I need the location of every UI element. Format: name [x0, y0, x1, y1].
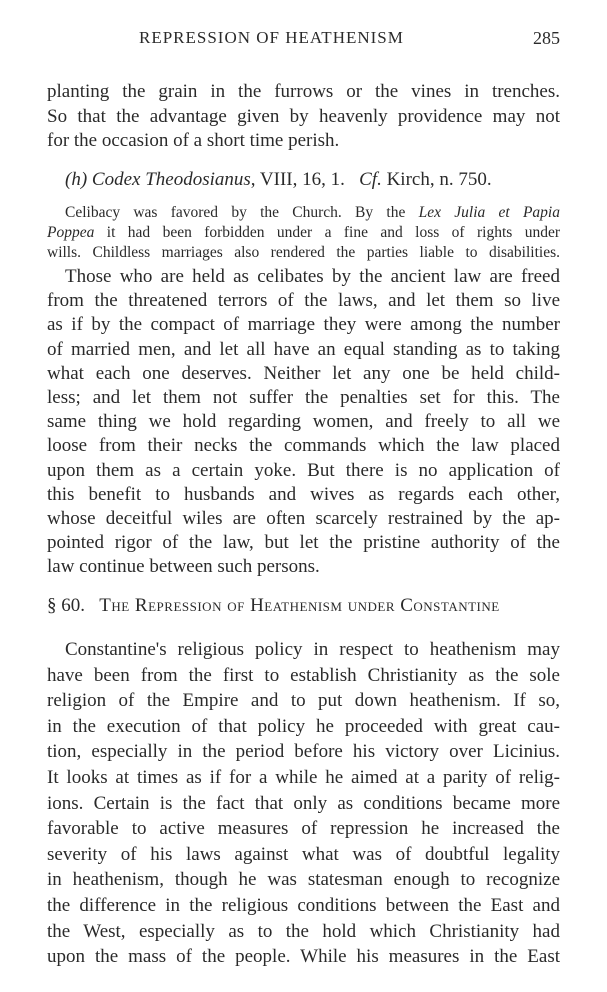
text-line: Those who are held as celibates by the ancient law are freed [65, 266, 560, 287]
text-line: whose deceitful wiles are often scarcely restrained by the ap- [47, 507, 560, 529]
text-line: planting the grain in the furrows or the vines in trenches. [47, 81, 560, 102]
text-line: Constantine's religious policy in respect to heathenism may [65, 639, 560, 660]
text-line: the difference in the religious conditions between the East and [47, 894, 560, 916]
page-number: 285 [533, 28, 560, 48]
citation-ref: , VIII, 16, 1. [250, 169, 345, 190]
text-line: ions. Certain is the fact that only as conditions became more [47, 792, 560, 814]
citation-cf-ref: Kirch, n. 750. [381, 169, 492, 190]
text-line: of married men, and let all have an equal standing as to taking [47, 338, 560, 360]
running-header [47, 28, 560, 52]
text-line: It looks at times as if for a while he aimed at a parity of relig- [47, 766, 560, 788]
section-heading [47, 595, 560, 617]
text-line: for the occasion of a short time perish. [47, 130, 340, 151]
text-line: have been from the first to establish Christianity as the sole [47, 664, 560, 686]
running-title: REPRESSION OF HEATHENISM [139, 28, 404, 47]
text-line: the West, especially as to the hold which Christianity had [47, 920, 560, 942]
text-line: same thing we hold regarding women, and freely to all we [47, 411, 560, 433]
text-line: severity of his laws against what was of doubtful legality [47, 843, 560, 865]
note-line: wills. Childless marriages also rendered the parties liable to disabilities. [47, 244, 560, 261]
citation-h [47, 168, 578, 192]
text-line: upon them as a certain yoke. But there is no application of [47, 459, 560, 481]
text-line: loose from their necks the commands which the law placed [47, 435, 560, 457]
footnote-celibacy [47, 203, 560, 263]
paragraph-3 [47, 637, 560, 970]
text-line: tion, especially in the period before his victory over Licinius. [47, 741, 560, 763]
note-text: Celibacy was favored by the Church. By the [65, 204, 419, 221]
text-line: from the threatened terrors of the laws, and let them so live [47, 290, 560, 312]
text-line: upon the mass of the people. While his measures in the East [47, 946, 560, 968]
paragraph-1 [47, 80, 560, 154]
citation-label: (h) [65, 169, 88, 190]
text-line: law continue between such persons. [47, 556, 320, 578]
text-line: So that the advantage given by heavenly providence may not [47, 105, 560, 127]
section-title: The Repression of Heathenism under Constantine [99, 595, 500, 616]
note-line [47, 223, 560, 243]
text-line: less; and let them not suffer the penalties set for this. The [47, 386, 560, 408]
citation-cf: Cf. [359, 169, 382, 190]
citation-work: Codex Theodosianus [91, 169, 251, 190]
text-line: religion of the Empire and to put down heathenism. If so, [47, 690, 560, 712]
note-line [47, 203, 560, 223]
text-line: as if by the compact of marriage they were among the number [47, 314, 560, 336]
note-italic: Lex Julia et Papia [418, 204, 560, 221]
text-line: in the execution of that policy he proceeded with great cau- [47, 715, 560, 737]
paragraph-2 [47, 265, 560, 579]
text-line: what each one deserves. Neither let any one be held child- [47, 362, 560, 384]
note-text: it had been forbidden under a fine and loss of rights under [94, 224, 560, 241]
section-number: § 60. [47, 595, 85, 616]
note-italic: Poppea [47, 224, 95, 241]
text-line: this benefit to husbands and wives as regards each other, [47, 483, 560, 505]
text-line: favorable to active measures of repression he increased the [47, 818, 560, 840]
text-line: pointed rigor of the law, but let the pristine authority of the [47, 532, 560, 554]
text-line: in heathenism, though he was statesman enough to recognize [47, 869, 560, 891]
